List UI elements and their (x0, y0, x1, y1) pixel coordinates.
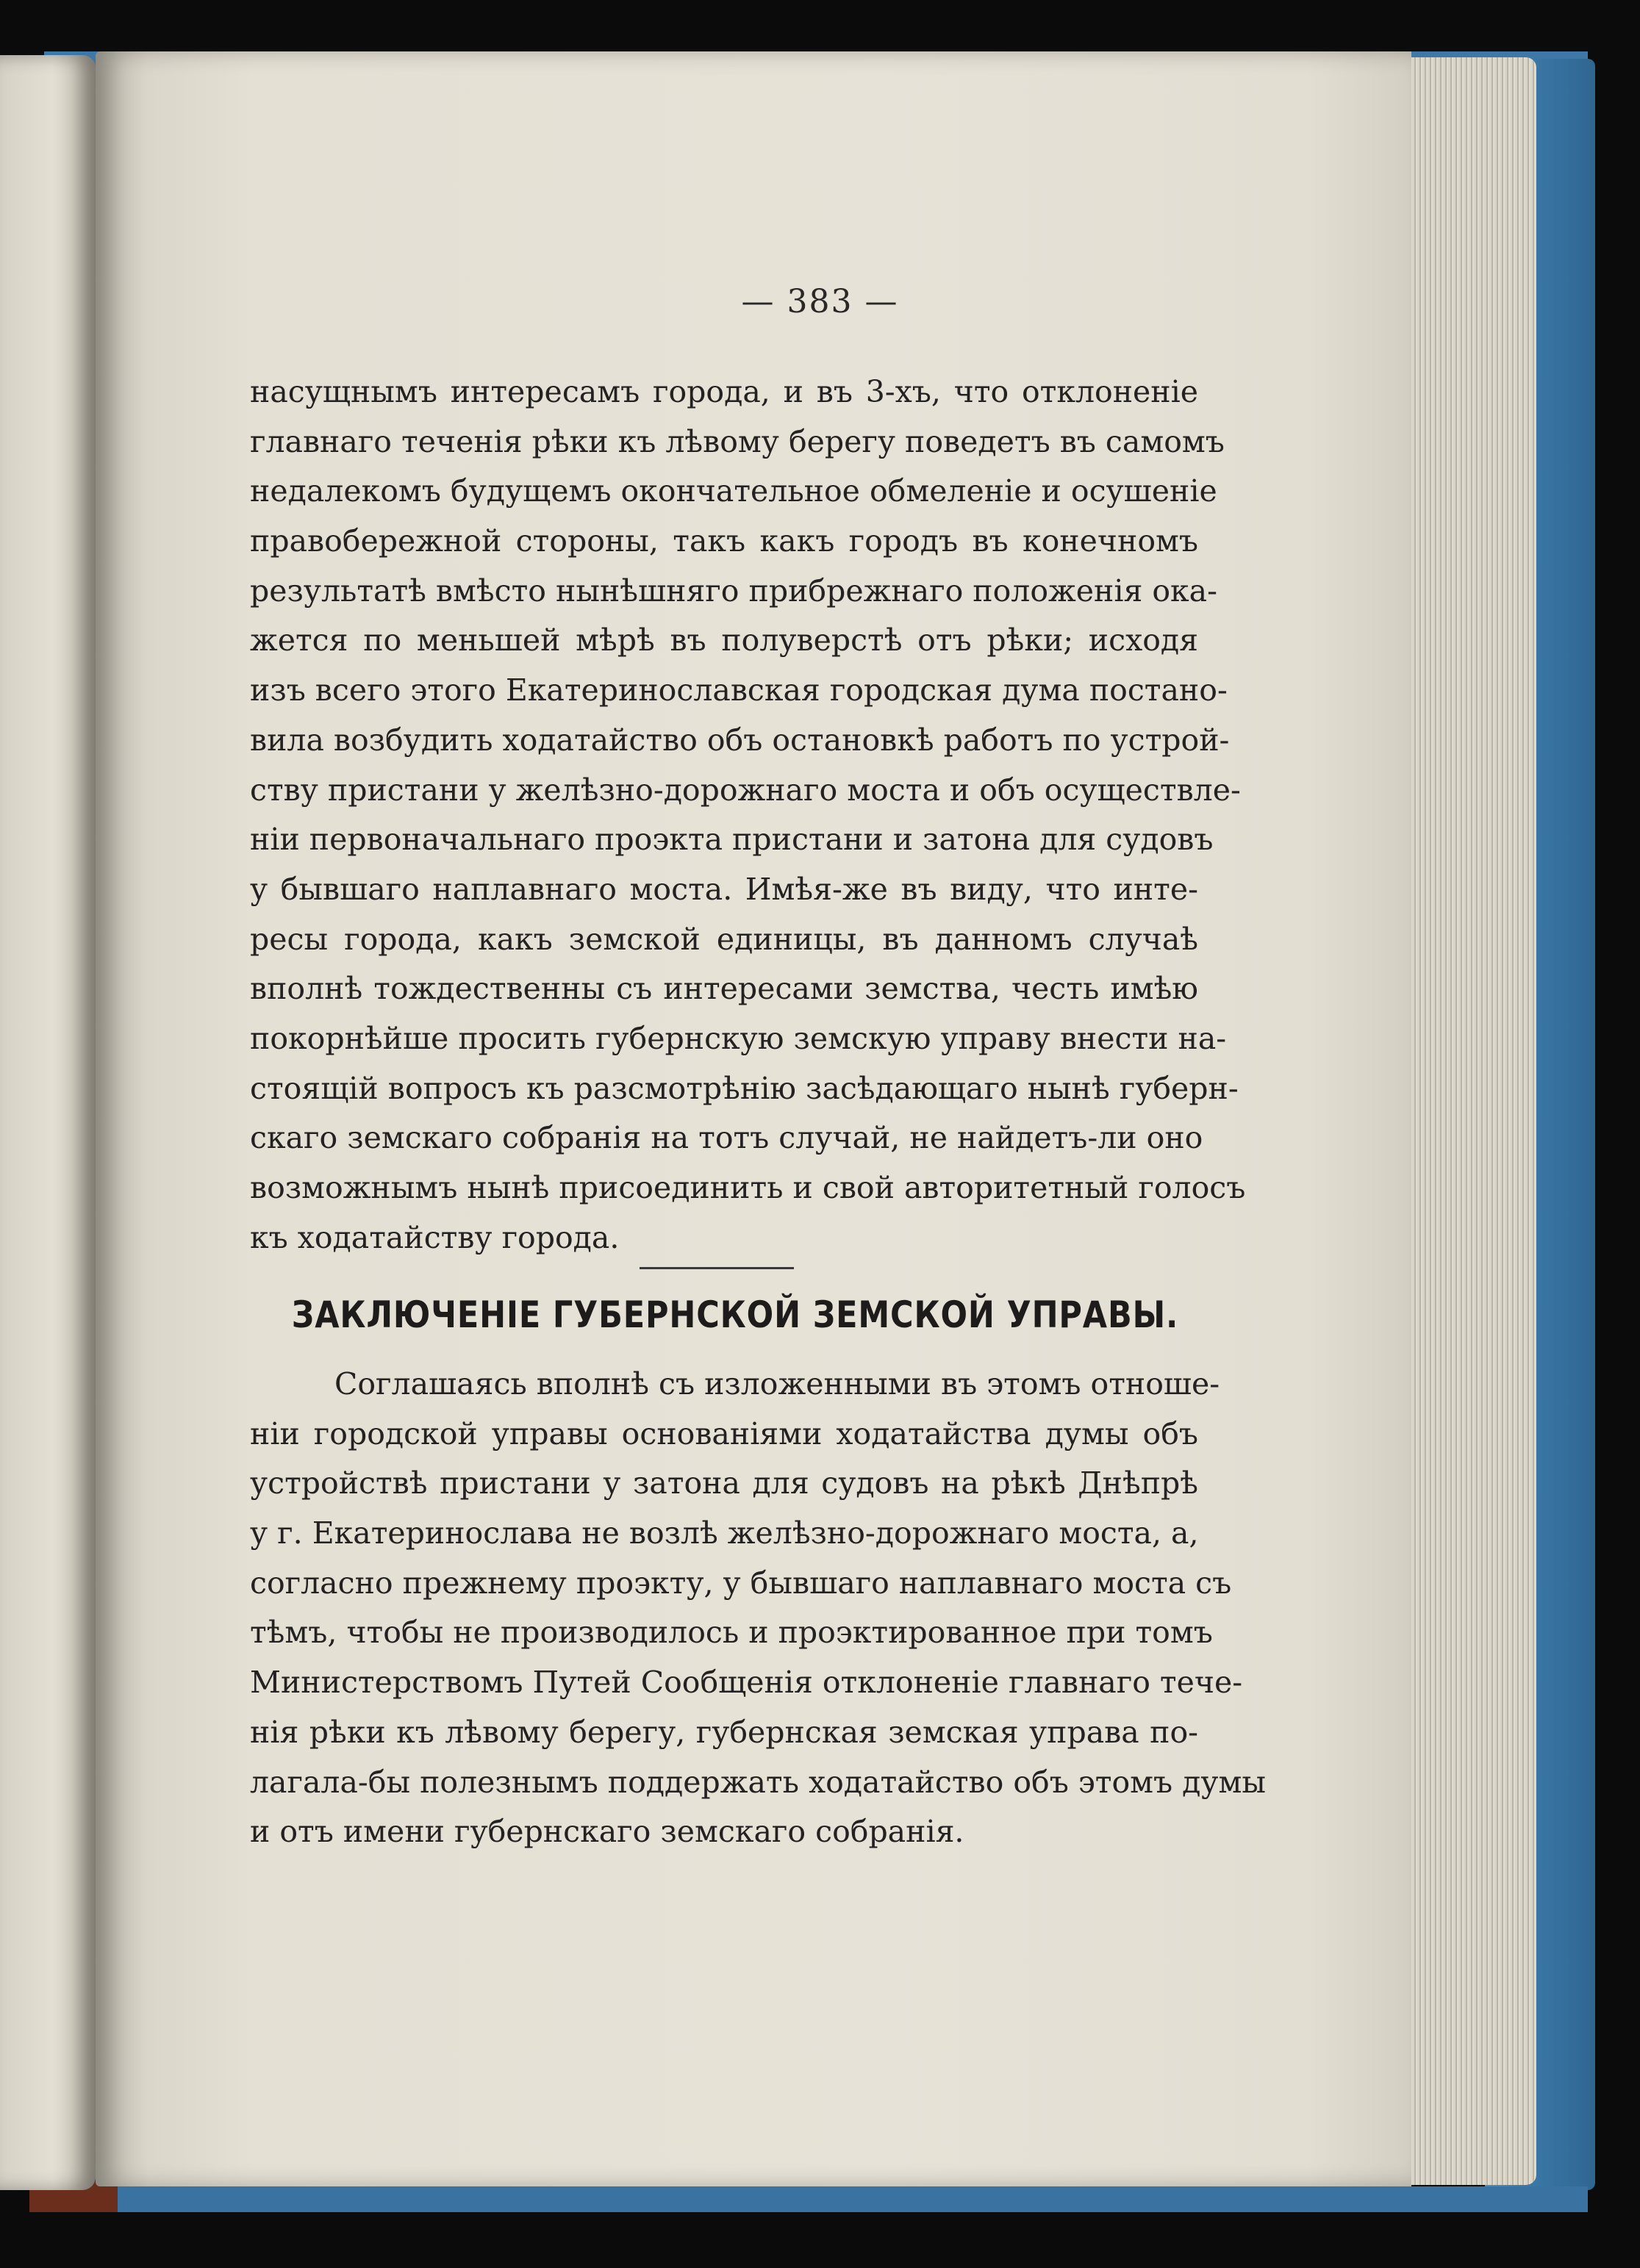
text-line: вполнѣ тождественны съ интересами земства, честь имѣю (250, 971, 1198, 1007)
paragraph-1 (250, 367, 1246, 1263)
text-line: изъ всего этого Екатеринославская городская дума постано- (250, 672, 1228, 708)
text-line: вила возбудить ходатайство объ остановкѣ работъ по устрой- (250, 722, 1230, 758)
page-edges (1397, 57, 1536, 2185)
text-line: у бывшаго наплавнаго моста. Имѣя-же въ виду, что инте- (250, 871, 1198, 907)
text-line: главнаго теченія рѣки къ лѣвому берегу поведетъ въ самомъ (250, 423, 1225, 459)
text-line: жется по меньшей мѣрѣ въ полуверстѣ отъ рѣки; исходя (250, 622, 1198, 658)
text-line: правобережной стороны, такъ какъ городъ въ конечномъ (250, 523, 1198, 559)
text-line: къ ходатайству города. (250, 1219, 620, 1255)
text-line: покорнѣйше просить губернскую земскую управу внести на- (250, 1020, 1227, 1056)
text-line: у г. Екатеринослава не возлѣ желѣзно-дорожнаго моста, а, (250, 1515, 1199, 1551)
section-divider (640, 1267, 794, 1269)
text-line: ству пристани у желѣзно-дорожнаго моста и объ осуществле- (250, 772, 1241, 808)
text-line: Министерствомъ Путей Сообщенія отклоненіе главнаго тече- (250, 1665, 1243, 1701)
text-line: Соглашаясь вполнѣ съ изложенными въ этомъ отноше- (334, 1366, 1220, 1402)
previous-page (0, 55, 96, 2190)
text-line: и отъ имени губернскаго земскаго собранія. (250, 1814, 964, 1850)
text-line: лагала-бы полезнымъ поддержать ходатайство объ этомъ думы (250, 1764, 1267, 1800)
page-number: — 383 — (741, 283, 899, 320)
text-line: недалекомъ будущемъ окончательное обмеленіе и осушеніе (250, 473, 1217, 509)
text-line: результатѣ вмѣсто нынѣшняго прибрежнаго положенія ока- (250, 573, 1217, 609)
paragraph-2 (250, 1360, 1267, 1857)
section-heading: ЗАКЛЮЧЕНІЕ ГУБЕРНСКОЙ ЗЕМСКОЙ УПРАВЫ. (291, 1293, 1179, 1336)
book-cover-bottom (44, 2186, 1588, 2212)
text-line: ніи первоначальнаго проэкта пристани и затона для судовъ (250, 822, 1214, 858)
text-line: согласно прежнему проэкту, у бывшаго наплавнаго моста съ (250, 1565, 1232, 1601)
text-line: устройствѣ пристани у затона для судовъ на рѣкѣ Днѣпрѣ (250, 1465, 1198, 1501)
text-line: нія рѣки къ лѣвому берегу, губернская земская управа по- (250, 1714, 1198, 1750)
text-line: ніи городской управы основаніями ходатайства думы объ (250, 1415, 1198, 1451)
text-line: возможнымъ нынѣ присоединить и свой авторитетный голосъ (250, 1170, 1246, 1205)
text-line: скаго земскаго собранія на тотъ случай, не найдетъ-ли оно (250, 1120, 1203, 1156)
text-line: тѣмъ, чтобы не производилось и проэктированное при томъ (250, 1615, 1213, 1651)
text-line: стоящій вопросъ къ разсмотрѣнію засѣдающаго нынѣ губерн- (250, 1070, 1239, 1106)
text-line: насущнымъ интересамъ города, и въ 3-хъ, что отклоненіе (250, 374, 1198, 409)
text-line: ресы города, какъ земской единицы, въ данномъ случаѣ (250, 921, 1198, 957)
